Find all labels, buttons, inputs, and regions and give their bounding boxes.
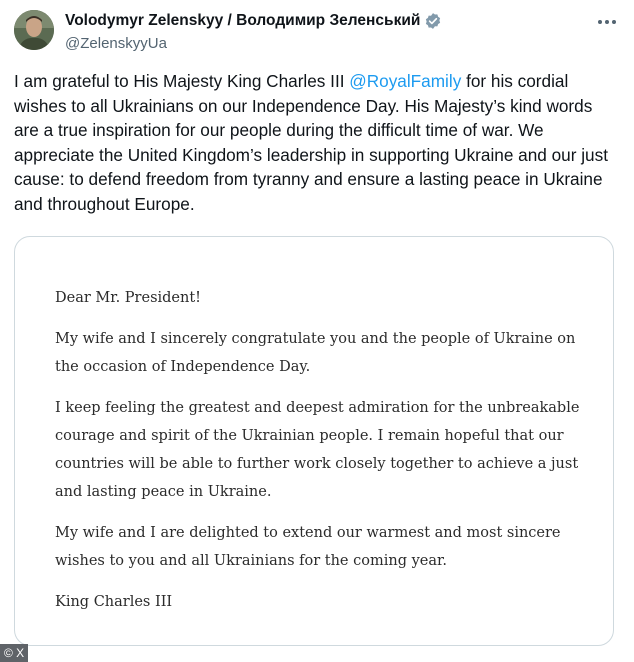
verified-badge-icon — [424, 12, 442, 30]
handle[interactable]: @ZelenskyyUa — [65, 35, 167, 52]
letter-paragraph: My wife and I sincerely congratulate you and the people of Ukraine on the occasion of Independence Day. — [55, 331, 576, 375]
letter-greeting: Dear Mr. President! — [55, 290, 201, 306]
letter-image[interactable] — [14, 236, 614, 646]
copyright-badge: © X — [0, 644, 28, 662]
letter-signature: King Charles III — [55, 594, 173, 610]
avatar-image — [14, 10, 54, 50]
name-row — [65, 12, 442, 30]
tweet-text-part: I am grateful to His Majesty King Charles III — [14, 71, 350, 91]
tweet-header — [14, 10, 620, 60]
display-name[interactable]: Volodymyr Zelenskyy / Володимир Зеленський — [65, 12, 421, 29]
letter-paragraph: My wife and I are delighted to extend our warmest and most sincere wishes to you and all Ukrainians for the coming year. — [55, 525, 561, 569]
letter-body — [55, 284, 600, 629]
more-options-icon[interactable] — [596, 12, 618, 32]
tweet-text — [14, 69, 618, 217]
avatar[interactable] — [14, 10, 54, 50]
letter-paragraph: I keep feeling the greatest and deepest admiration for the unbreakable courage and spirit of the Ukrainian people. I remain hopeful that our countries will be able to further work closely together to achieve a just and lasting peace in Ukraine. — [55, 400, 580, 500]
tweet-text-part: for his cordial wishes to all Ukrainians on our Independence Day. His Majesty’s kind words are a true inspiration for our people during the difficult time of war. We appreciate the United Kingdom’s leadership in supporting Ukraine and our just cause: to defend freedom from tyranny and ensure a lasting peace in Ukraine and throughout Europe. — [14, 71, 608, 214]
mention-link[interactable]: @RoyalFamily — [349, 71, 462, 91]
